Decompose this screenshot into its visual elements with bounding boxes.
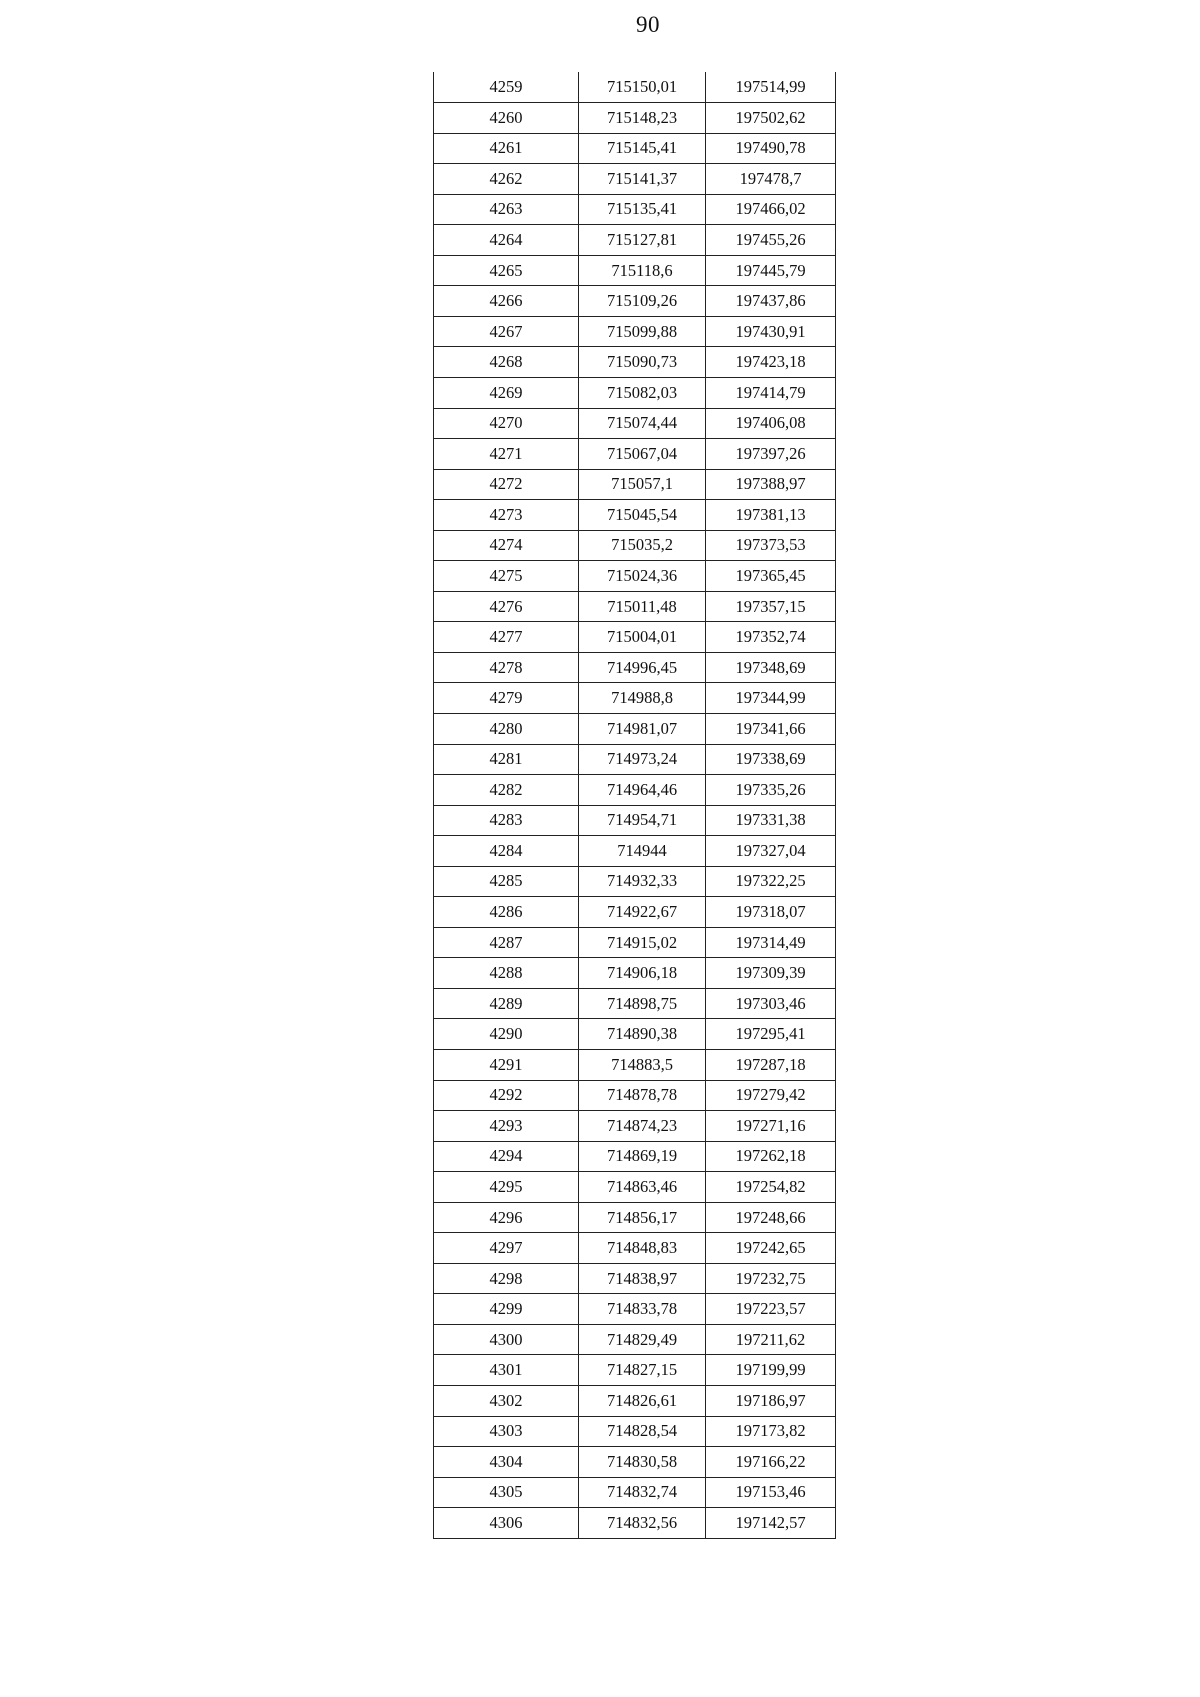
x-coordinate-cell: 715082,03 <box>579 377 706 408</box>
y-coordinate-cell: 197153,46 <box>706 1477 836 1508</box>
x-coordinate-cell: 715074,44 <box>579 408 706 439</box>
y-coordinate-cell: 197223,57 <box>706 1294 836 1325</box>
x-coordinate-cell: 715150,01 <box>579 72 706 103</box>
x-coordinate-cell: 714954,71 <box>579 805 706 836</box>
point-number-cell: 4272 <box>434 469 579 500</box>
y-coordinate-cell: 197254,82 <box>706 1172 836 1203</box>
y-coordinate-cell: 197455,26 <box>706 225 836 256</box>
point-number-cell: 4298 <box>434 1263 579 1294</box>
y-coordinate-cell: 197338,69 <box>706 744 836 775</box>
x-coordinate-cell: 715057,1 <box>579 469 706 500</box>
x-coordinate-cell: 715135,41 <box>579 194 706 225</box>
x-coordinate-cell: 714874,23 <box>579 1111 706 1142</box>
table-row <box>434 255 836 286</box>
point-number-cell: 4261 <box>434 133 579 164</box>
y-coordinate-cell: 197381,13 <box>706 500 836 531</box>
point-number-cell: 4289 <box>434 988 579 1019</box>
point-number-cell: 4267 <box>434 316 579 347</box>
x-coordinate-cell: 714898,75 <box>579 988 706 1019</box>
y-coordinate-cell: 197445,79 <box>706 255 836 286</box>
coordinates-table-body <box>434 72 836 1538</box>
y-coordinate-cell: 197211,62 <box>706 1324 836 1355</box>
point-number-cell: 4306 <box>434 1508 579 1539</box>
table-row <box>434 1141 836 1172</box>
y-coordinate-cell: 197314,49 <box>706 927 836 958</box>
y-coordinate-cell: 197388,97 <box>706 469 836 500</box>
y-coordinate-cell: 197478,7 <box>706 164 836 195</box>
point-number-cell: 4291 <box>434 1050 579 1081</box>
point-number-cell: 4303 <box>434 1416 579 1447</box>
table-row <box>434 652 836 683</box>
point-number-cell: 4269 <box>434 377 579 408</box>
x-coordinate-cell: 714827,15 <box>579 1355 706 1386</box>
y-coordinate-cell: 197173,82 <box>706 1416 836 1447</box>
x-coordinate-cell: 715090,73 <box>579 347 706 378</box>
x-coordinate-cell: 715045,54 <box>579 500 706 531</box>
point-number-cell: 4304 <box>434 1447 579 1478</box>
point-number-cell: 4259 <box>434 72 579 103</box>
y-coordinate-cell: 197279,42 <box>706 1080 836 1111</box>
x-coordinate-cell: 715024,36 <box>579 561 706 592</box>
table-row <box>434 194 836 225</box>
table-row <box>434 988 836 1019</box>
point-number-cell: 4266 <box>434 286 579 317</box>
point-number-cell: 4280 <box>434 713 579 744</box>
table-row <box>434 408 836 439</box>
point-number-cell: 4294 <box>434 1141 579 1172</box>
x-coordinate-cell: 714890,38 <box>579 1019 706 1050</box>
point-number-cell: 4297 <box>434 1233 579 1264</box>
table-row <box>434 836 836 867</box>
y-coordinate-cell: 197199,99 <box>706 1355 836 1386</box>
point-number-cell: 4305 <box>434 1477 579 1508</box>
y-coordinate-cell: 197406,08 <box>706 408 836 439</box>
y-coordinate-cell: 197357,15 <box>706 591 836 622</box>
point-number-cell: 4285 <box>434 866 579 897</box>
point-number-cell: 4274 <box>434 530 579 561</box>
y-coordinate-cell: 197514,99 <box>706 72 836 103</box>
x-coordinate-cell: 714829,49 <box>579 1324 706 1355</box>
table-row <box>434 958 836 989</box>
table-row <box>434 1263 836 1294</box>
y-coordinate-cell: 197397,26 <box>706 439 836 470</box>
table-row <box>434 1172 836 1203</box>
coordinates-table <box>433 72 836 1539</box>
table-row <box>434 286 836 317</box>
table-row <box>434 316 836 347</box>
x-coordinate-cell: 714830,58 <box>579 1447 706 1478</box>
table-row <box>434 1324 836 1355</box>
point-number-cell: 4276 <box>434 591 579 622</box>
x-coordinate-cell: 714878,78 <box>579 1080 706 1111</box>
coordinates-table-container <box>433 72 835 1539</box>
y-coordinate-cell: 197373,53 <box>706 530 836 561</box>
x-coordinate-cell: 714964,46 <box>579 775 706 806</box>
point-number-cell: 4263 <box>434 194 579 225</box>
table-row <box>434 1050 836 1081</box>
x-coordinate-cell: 714915,02 <box>579 927 706 958</box>
point-number-cell: 4279 <box>434 683 579 714</box>
y-coordinate-cell: 197142,57 <box>706 1508 836 1539</box>
table-row <box>434 1111 836 1142</box>
y-coordinate-cell: 197341,66 <box>706 713 836 744</box>
table-row <box>434 377 836 408</box>
point-number-cell: 4262 <box>434 164 579 195</box>
x-coordinate-cell: 715145,41 <box>579 133 706 164</box>
point-number-cell: 4287 <box>434 927 579 958</box>
y-coordinate-cell: 197327,04 <box>706 836 836 867</box>
point-number-cell: 4296 <box>434 1202 579 1233</box>
table-row <box>434 469 836 500</box>
table-row <box>434 866 836 897</box>
y-coordinate-cell: 197322,25 <box>706 866 836 897</box>
x-coordinate-cell: 714828,54 <box>579 1416 706 1447</box>
y-coordinate-cell: 197430,91 <box>706 316 836 347</box>
x-coordinate-cell: 715148,23 <box>579 103 706 134</box>
table-row <box>434 1202 836 1233</box>
x-coordinate-cell: 714833,78 <box>579 1294 706 1325</box>
point-number-cell: 4275 <box>434 561 579 592</box>
point-number-cell: 4265 <box>434 255 579 286</box>
x-coordinate-cell: 715141,37 <box>579 164 706 195</box>
x-coordinate-cell: 715011,48 <box>579 591 706 622</box>
table-row <box>434 1080 836 1111</box>
x-coordinate-cell: 715118,6 <box>579 255 706 286</box>
y-coordinate-cell: 197502,62 <box>706 103 836 134</box>
x-coordinate-cell: 714922,67 <box>579 897 706 928</box>
y-coordinate-cell: 197344,99 <box>706 683 836 714</box>
y-coordinate-cell: 197348,69 <box>706 652 836 683</box>
x-coordinate-cell: 714988,8 <box>579 683 706 714</box>
y-coordinate-cell: 197303,46 <box>706 988 836 1019</box>
table-row <box>434 744 836 775</box>
table-row <box>434 927 836 958</box>
point-number-cell: 4260 <box>434 103 579 134</box>
point-number-cell: 4283 <box>434 805 579 836</box>
x-coordinate-cell: 715035,2 <box>579 530 706 561</box>
point-number-cell: 4300 <box>434 1324 579 1355</box>
x-coordinate-cell: 714973,24 <box>579 744 706 775</box>
point-number-cell: 4293 <box>434 1111 579 1142</box>
x-coordinate-cell: 714856,17 <box>579 1202 706 1233</box>
table-row <box>434 561 836 592</box>
point-number-cell: 4301 <box>434 1355 579 1386</box>
y-coordinate-cell: 197271,16 <box>706 1111 836 1142</box>
y-coordinate-cell: 197335,26 <box>706 775 836 806</box>
table-row <box>434 347 836 378</box>
point-number-cell: 4302 <box>434 1386 579 1417</box>
table-row <box>434 897 836 928</box>
table-row <box>434 133 836 164</box>
x-coordinate-cell: 715109,26 <box>579 286 706 317</box>
table-row <box>434 775 836 806</box>
table-row <box>434 1355 836 1386</box>
point-number-cell: 4284 <box>434 836 579 867</box>
point-number-cell: 4292 <box>434 1080 579 1111</box>
x-coordinate-cell: 714838,97 <box>579 1263 706 1294</box>
x-coordinate-cell: 714944 <box>579 836 706 867</box>
point-number-cell: 4290 <box>434 1019 579 1050</box>
x-coordinate-cell: 715127,81 <box>579 225 706 256</box>
x-coordinate-cell: 715067,04 <box>579 439 706 470</box>
x-coordinate-cell: 715004,01 <box>579 622 706 653</box>
table-row <box>434 1447 836 1478</box>
y-coordinate-cell: 197318,07 <box>706 897 836 928</box>
page-number: 90 <box>636 12 660 37</box>
x-coordinate-cell: 714848,83 <box>579 1233 706 1264</box>
x-coordinate-cell: 715099,88 <box>579 316 706 347</box>
table-row <box>434 500 836 531</box>
point-number-cell: 4281 <box>434 744 579 775</box>
y-coordinate-cell: 197490,78 <box>706 133 836 164</box>
point-number-cell: 4273 <box>434 500 579 531</box>
table-row <box>434 225 836 256</box>
table-row <box>434 683 836 714</box>
x-coordinate-cell: 714832,56 <box>579 1508 706 1539</box>
table-row <box>434 1477 836 1508</box>
x-coordinate-cell: 714883,5 <box>579 1050 706 1081</box>
y-coordinate-cell: 197331,38 <box>706 805 836 836</box>
table-row <box>434 530 836 561</box>
point-number-cell: 4277 <box>434 622 579 653</box>
x-coordinate-cell: 714996,45 <box>579 652 706 683</box>
point-number-cell: 4264 <box>434 225 579 256</box>
y-coordinate-cell: 197232,75 <box>706 1263 836 1294</box>
y-coordinate-cell: 197287,18 <box>706 1050 836 1081</box>
x-coordinate-cell: 714863,46 <box>579 1172 706 1203</box>
y-coordinate-cell: 197437,86 <box>706 286 836 317</box>
table-row <box>434 713 836 744</box>
point-number-cell: 4278 <box>434 652 579 683</box>
table-row <box>434 439 836 470</box>
x-coordinate-cell: 714981,07 <box>579 713 706 744</box>
point-number-cell: 4295 <box>434 1172 579 1203</box>
point-number-cell: 4270 <box>434 408 579 439</box>
point-number-cell: 4271 <box>434 439 579 470</box>
y-coordinate-cell: 197242,65 <box>706 1233 836 1264</box>
y-coordinate-cell: 197414,79 <box>706 377 836 408</box>
table-row <box>434 805 836 836</box>
y-coordinate-cell: 197466,02 <box>706 194 836 225</box>
point-number-cell: 4282 <box>434 775 579 806</box>
y-coordinate-cell: 197295,41 <box>706 1019 836 1050</box>
table-row <box>434 1416 836 1447</box>
table-row <box>434 1233 836 1264</box>
table-row <box>434 1386 836 1417</box>
y-coordinate-cell: 197352,74 <box>706 622 836 653</box>
table-row <box>434 622 836 653</box>
point-number-cell: 4288 <box>434 958 579 989</box>
y-coordinate-cell: 197309,39 <box>706 958 836 989</box>
point-number-cell: 4286 <box>434 897 579 928</box>
y-coordinate-cell: 197365,45 <box>706 561 836 592</box>
table-row <box>434 591 836 622</box>
point-number-cell: 4268 <box>434 347 579 378</box>
y-coordinate-cell: 197186,97 <box>706 1386 836 1417</box>
x-coordinate-cell: 714906,18 <box>579 958 706 989</box>
x-coordinate-cell: 714826,61 <box>579 1386 706 1417</box>
table-row <box>434 1294 836 1325</box>
y-coordinate-cell: 197166,22 <box>706 1447 836 1478</box>
y-coordinate-cell: 197262,18 <box>706 1141 836 1172</box>
table-row <box>434 72 836 103</box>
table-row <box>434 1508 836 1539</box>
x-coordinate-cell: 714869,19 <box>579 1141 706 1172</box>
x-coordinate-cell: 714832,74 <box>579 1477 706 1508</box>
table-row <box>434 1019 836 1050</box>
table-row <box>434 103 836 134</box>
table-row <box>434 164 836 195</box>
y-coordinate-cell: 197423,18 <box>706 347 836 378</box>
point-number-cell: 4299 <box>434 1294 579 1325</box>
y-coordinate-cell: 197248,66 <box>706 1202 836 1233</box>
x-coordinate-cell: 714932,33 <box>579 866 706 897</box>
